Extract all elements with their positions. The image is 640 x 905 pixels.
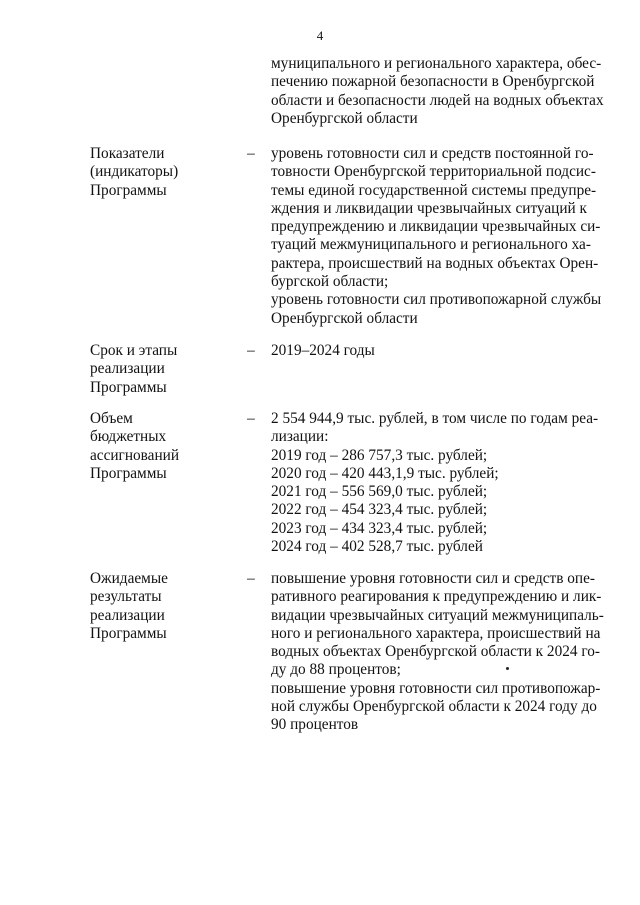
- year-line: 2019 год – 286 757,3 тыс. рублей;: [271, 446, 488, 464]
- continuation-line: муниципального и регионального характера, обес-: [271, 55, 602, 72]
- section-content: [271, 342, 610, 360]
- continuation-line: печению пожарной безопасности в Оренбургской: [271, 73, 595, 91]
- content-line: ду до 88 процентов;: [271, 661, 401, 679]
- section-label: [90, 342, 230, 397]
- label-line: реализации: [90, 360, 165, 378]
- content-line: повышение уровня готовности сил противопожар-: [271, 679, 601, 697]
- content-line: уровень готовности сил противопожарной службы: [271, 291, 602, 309]
- year-line: 2022 год – 454 323,4 тыс. рублей;: [271, 501, 488, 519]
- dash: –: [247, 145, 255, 162]
- content-line: ного и регионального характера, происшествий на: [271, 624, 601, 642]
- continuation-text: [271, 55, 610, 128]
- content-line: туаций межмуниципального и регионального ха-: [271, 236, 591, 254]
- content-line: предупреждению и ликвидации чрезвычайных си-: [271, 218, 601, 236]
- label-line: бюджетных: [90, 428, 167, 446]
- section-content: [271, 570, 610, 735]
- label-line: ассигнований: [90, 446, 180, 464]
- label-line: Объем: [90, 410, 133, 427]
- content-line: темы единой государственной системы предупре-: [271, 181, 597, 199]
- content-line: уровень готовности сил и средств постоянной го-: [271, 145, 594, 162]
- section-label: [90, 410, 230, 483]
- content-line: бургской области;: [271, 273, 389, 291]
- continuation-line: области и безопасности людей на водных объектах: [271, 91, 604, 109]
- page-number: 4: [316, 28, 324, 43]
- content-line: 90 процентов: [271, 716, 359, 734]
- label-line: реализации: [90, 606, 165, 624]
- label-line: Программы: [90, 464, 167, 482]
- dash: –: [247, 342, 255, 359]
- year-line: 2021 год – 556 569,0 тыс. рублей;: [271, 483, 488, 501]
- label-line: Программы: [90, 181, 167, 199]
- label-line: Ожидаемые: [90, 570, 168, 587]
- label-line: Срок и этапы: [90, 342, 178, 359]
- content-line: ративного реагирования к предупреждению и лик-: [271, 588, 602, 606]
- label-line: Программы: [90, 378, 167, 396]
- content-line: видации чрезвычайных ситуаций межмуниципаль-: [271, 606, 604, 624]
- content-line: рактера, происшествий на водных объектах Орен-: [271, 254, 599, 272]
- content-line: 2019–2024 годы: [271, 342, 375, 359]
- content-line: 2 554 944,9 тыс. рублей, в том числе по годам реа-: [271, 410, 599, 427]
- content-line: водных объектах Оренбургской области к 2024 го-: [271, 643, 600, 661]
- section-label: [90, 145, 230, 200]
- year-line: 2020 год – 420 443,1,9 тыс. рублей;: [271, 464, 499, 482]
- section-content: [271, 145, 610, 328]
- continuation-line: Оренбургской области: [271, 109, 418, 127]
- content-line: Оренбургской области: [271, 309, 418, 327]
- section-label: [90, 570, 230, 643]
- label-line: Программы: [90, 624, 167, 642]
- year-line: 2024 год – 402 528,7 тыс. рублей: [271, 538, 483, 556]
- content-line: ной службы Оренбургской области к 2024 году до: [271, 698, 597, 716]
- label-line: (индикаторы): [90, 163, 179, 181]
- scan-speck: [506, 667, 509, 670]
- year-line: 2023 год – 434 323,4 тыс. рублей;: [271, 519, 488, 537]
- section-content: [271, 410, 610, 556]
- dash: –: [247, 410, 255, 427]
- content-line: товности Оренбургской территориальной подсис-: [271, 163, 596, 181]
- label-line: Показатели: [90, 145, 165, 162]
- dash: –: [247, 570, 255, 587]
- label-line: результаты: [90, 588, 162, 606]
- content-line: лизации:: [271, 428, 329, 446]
- content-line: повышение уровня готовности сил и средств опе-: [271, 570, 595, 587]
- content-line: ждения и ликвидации чрезвычайных ситуаций к: [271, 199, 587, 217]
